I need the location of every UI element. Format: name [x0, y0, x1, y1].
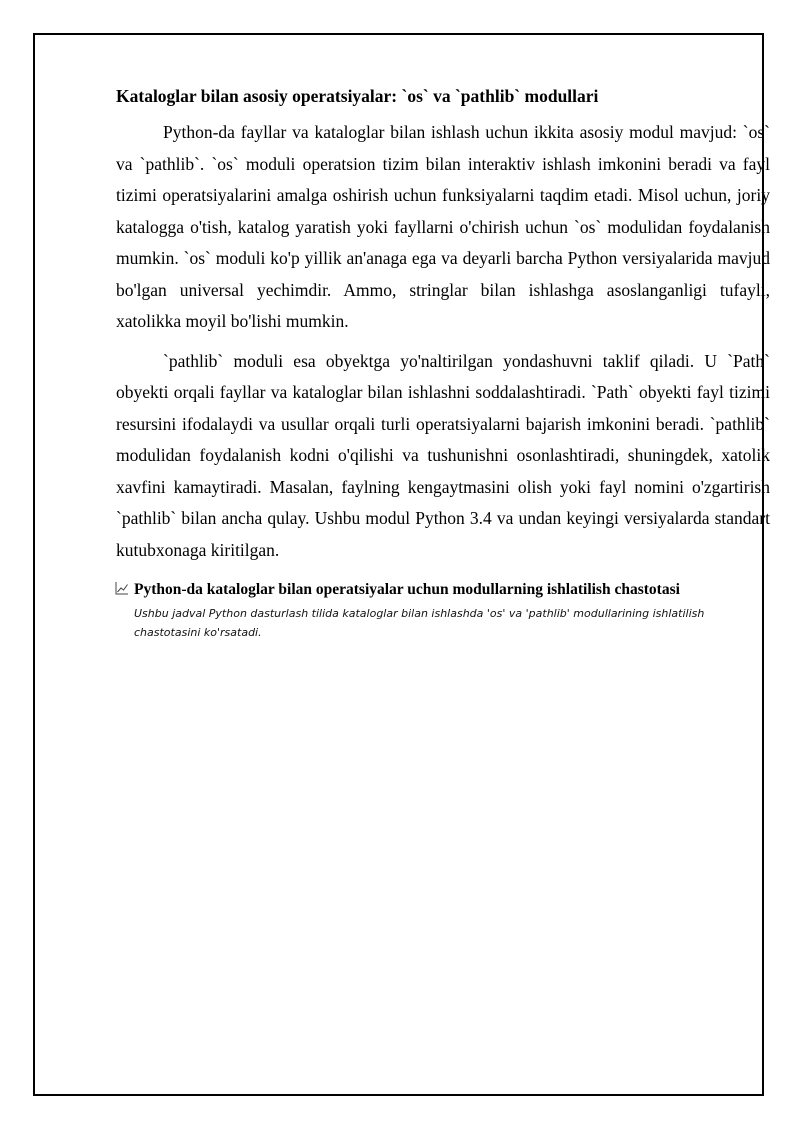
chart-increasing-icon	[115, 581, 129, 595]
section-heading: Kataloglar bilan asosiy operatsiyalar: `os` va `pathlib` modullari	[116, 86, 599, 106]
document-body	[116, 84, 770, 642]
paragraph-os-module: Python-da fayllar va kataloglar bilan ishlash uchun ikkita asosiy modul mavjud: `os` va `pathlib`. `os` moduli operatsion tizim bilan interaktiv ishlash imkonini beradi va fayl tizimi operatsiyalarini amalga oshirish uchun funksiyalarni taqdim etadi. Misol uchun, joriy katalogga o'tish, katalog yaratish yoki fayllarni o'chirish uchun `os` modulidan foydalanish mumkin. `os` moduli ko'p yillik an'anaga ega va deyarli barcha Python versiyalarida mavjud bo'lgan universal yechimdir. Ammo, stringlar bilan ishlashga asoslanganligi tufayli, xatolikka moyil bo'lishi mumkin.	[116, 122, 770, 331]
figure-caption: Ushbu jadval Python dasturlash tilida kataloglar bilan ishlashda 'os' va 'pathlib' modullarining ishlatilish chastotasini ko'rsatadi.	[134, 607, 705, 639]
paragraph-pathlib-module: `pathlib` moduli esa obyektga yo'naltirilgan yondashuvni taklif qiladi. U `Path` obyekti orqali fayllar va kataloglar bilan ishlashni soddalashtiradi. `Path` obyekti fayl tizimi resursini ifodalaydi va usullar orqali turli operatsiyalarni bajarish imkonini beradi. `pathlib` modulidan foydalanish kodni o'qilishi va tushunishni osonlashtiradi, shuningdek, xatolik xavfini kamaytiradi. Masalan, faylning kengaytmasini olish yoki fayl nomini o'zgartirish `pathlib` bilan ancha qulay. Ushbu modul Python 3.4 va undan keyingi versiyalarda standart kutubxonaga kiritilgan.	[116, 350, 770, 560]
figure-title-text: Python-da kataloglar bilan operatsiyalar uchun modullarning ishlatilish chastotasi	[134, 581, 680, 598]
figure-title	[115, 580, 770, 600]
